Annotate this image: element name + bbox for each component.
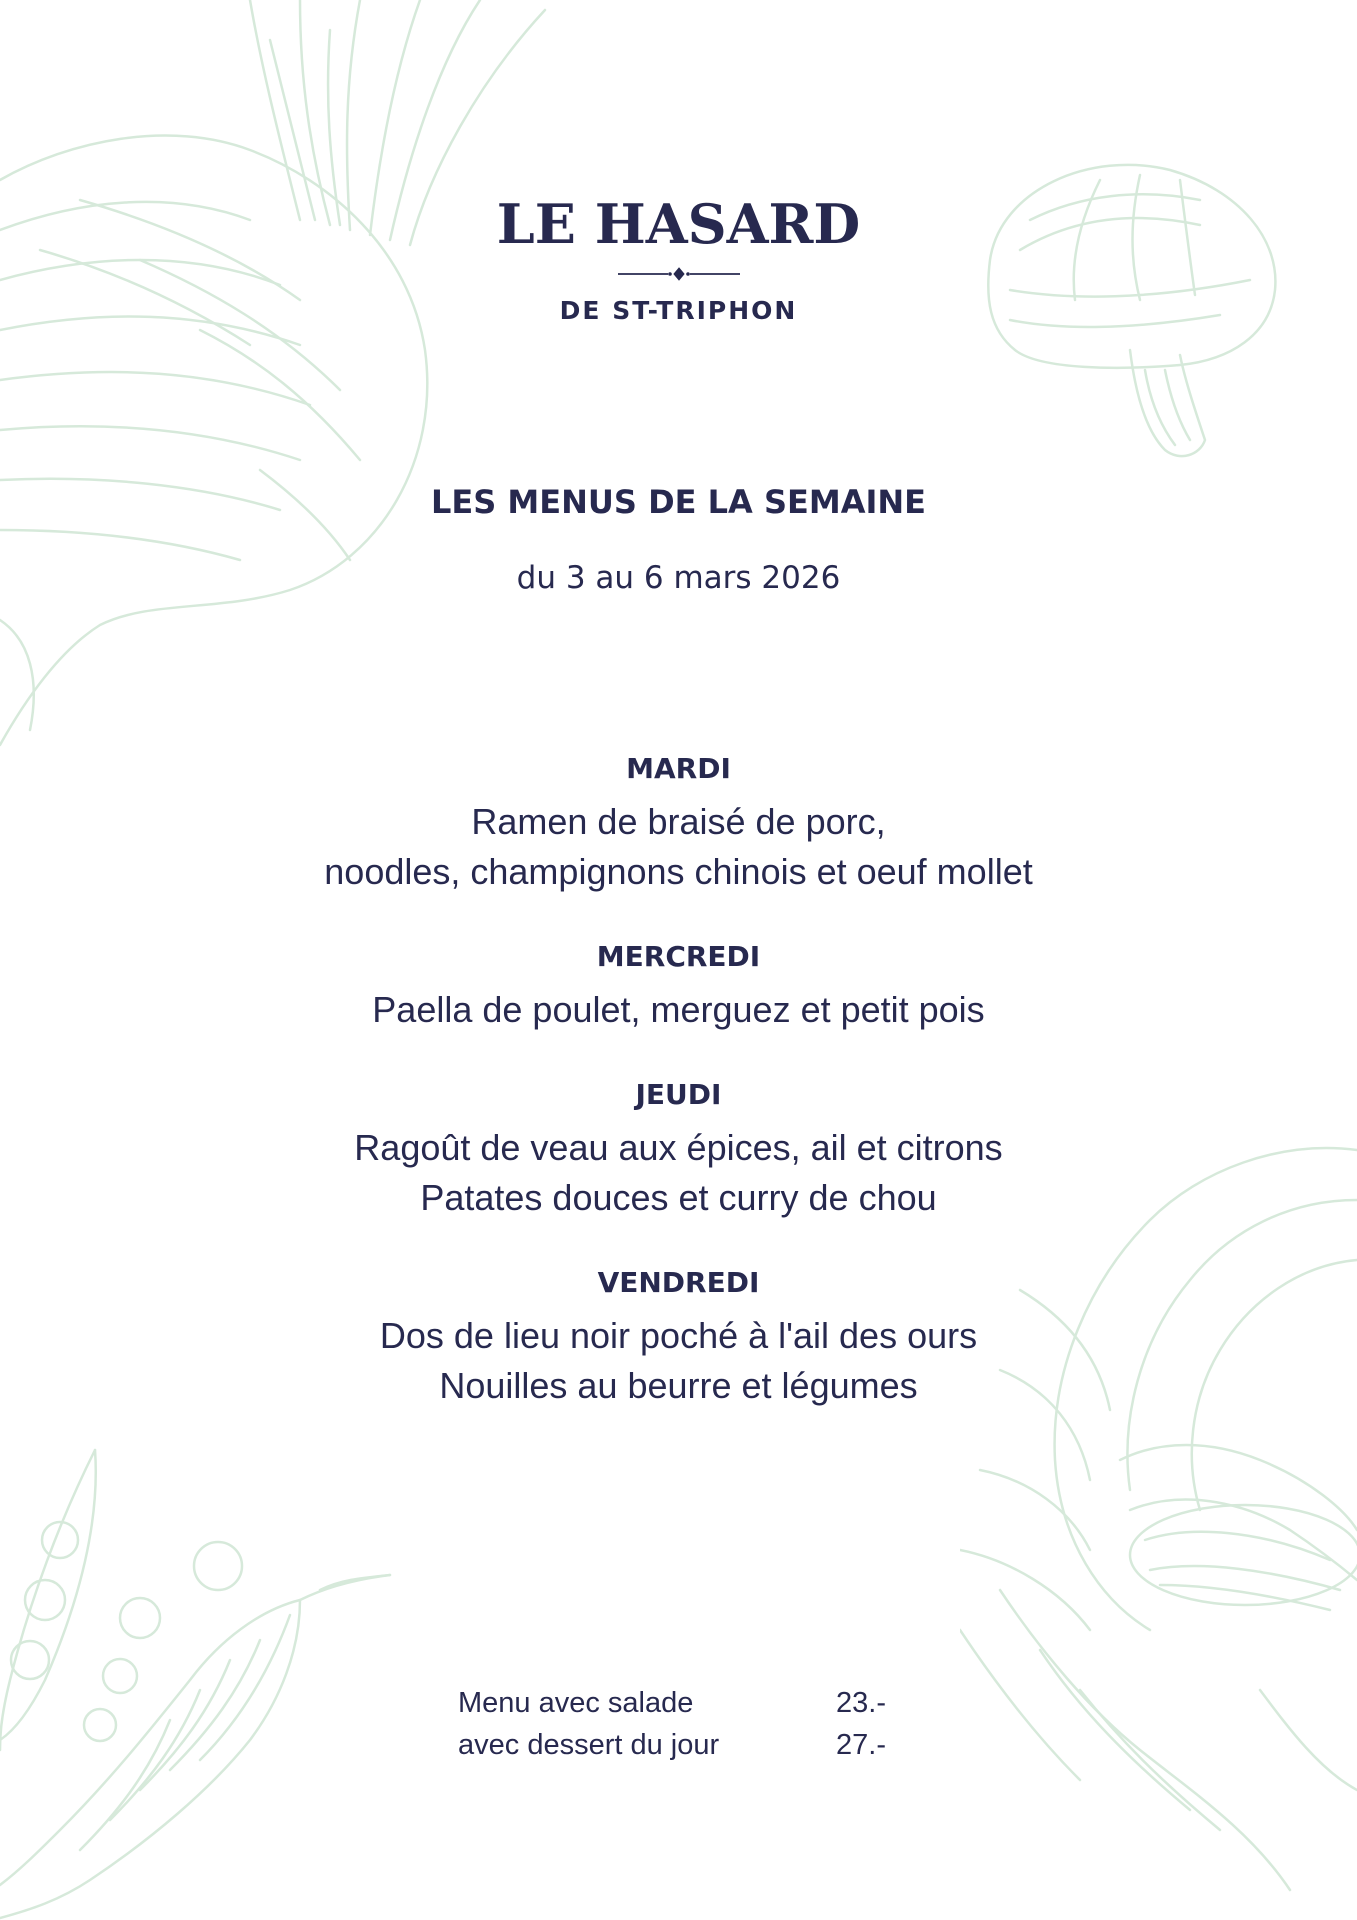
day-block-jeudi (0, 1075, 1357, 1223)
day-block-vendredi (0, 1263, 1357, 1411)
price-label: Menu avec salade (458, 1687, 694, 1719)
price-row (458, 1682, 898, 1724)
beetroot-illustration (0, 0, 560, 760)
section-title: LES MENUS DE LA SEMAINE (430, 483, 926, 521)
day-block-mardi (0, 749, 1357, 897)
brand-subtitle: DE ST-TRIPHON (559, 296, 798, 325)
dish-line: Nouilles au beurre et légumes (439, 1365, 918, 1406)
dish-line: Ramen de braisé de porc, (471, 801, 886, 842)
peapod-illustration (0, 1440, 420, 1920)
day-name: VENDREDI (597, 1266, 760, 1299)
dish-line: noodles, champignons chinois et oeuf mollet (324, 851, 1033, 892)
price-table (458, 1682, 898, 1766)
artichoke-corn-illustration (960, 1130, 1357, 1920)
dish-line: Patates douces et curry de chou (420, 1177, 937, 1218)
price-value: 23.- (836, 1687, 886, 1719)
day-name: JEUDI (635, 1078, 722, 1111)
dish-line: Dos de lieu noir poché à l'ail des ours (379, 1315, 978, 1356)
price-row (458, 1724, 898, 1766)
dish-line: Paella de poulet, merguez et petit pois (372, 989, 985, 1030)
date-range: du 3 au 6 mars 2026 (516, 560, 841, 596)
price-value: 27.- (836, 1729, 886, 1761)
day-block-mercredi (0, 937, 1357, 1035)
divider-ornament-icon (618, 266, 740, 282)
dish-line: Ragoût de veau aux épices, ail et citrons (354, 1127, 1003, 1168)
brand-title: LE HASARD (496, 192, 861, 256)
price-label: avec dessert du jour (458, 1729, 720, 1761)
day-name: MARDI (626, 752, 731, 785)
day-name: MERCREDI (596, 940, 761, 973)
